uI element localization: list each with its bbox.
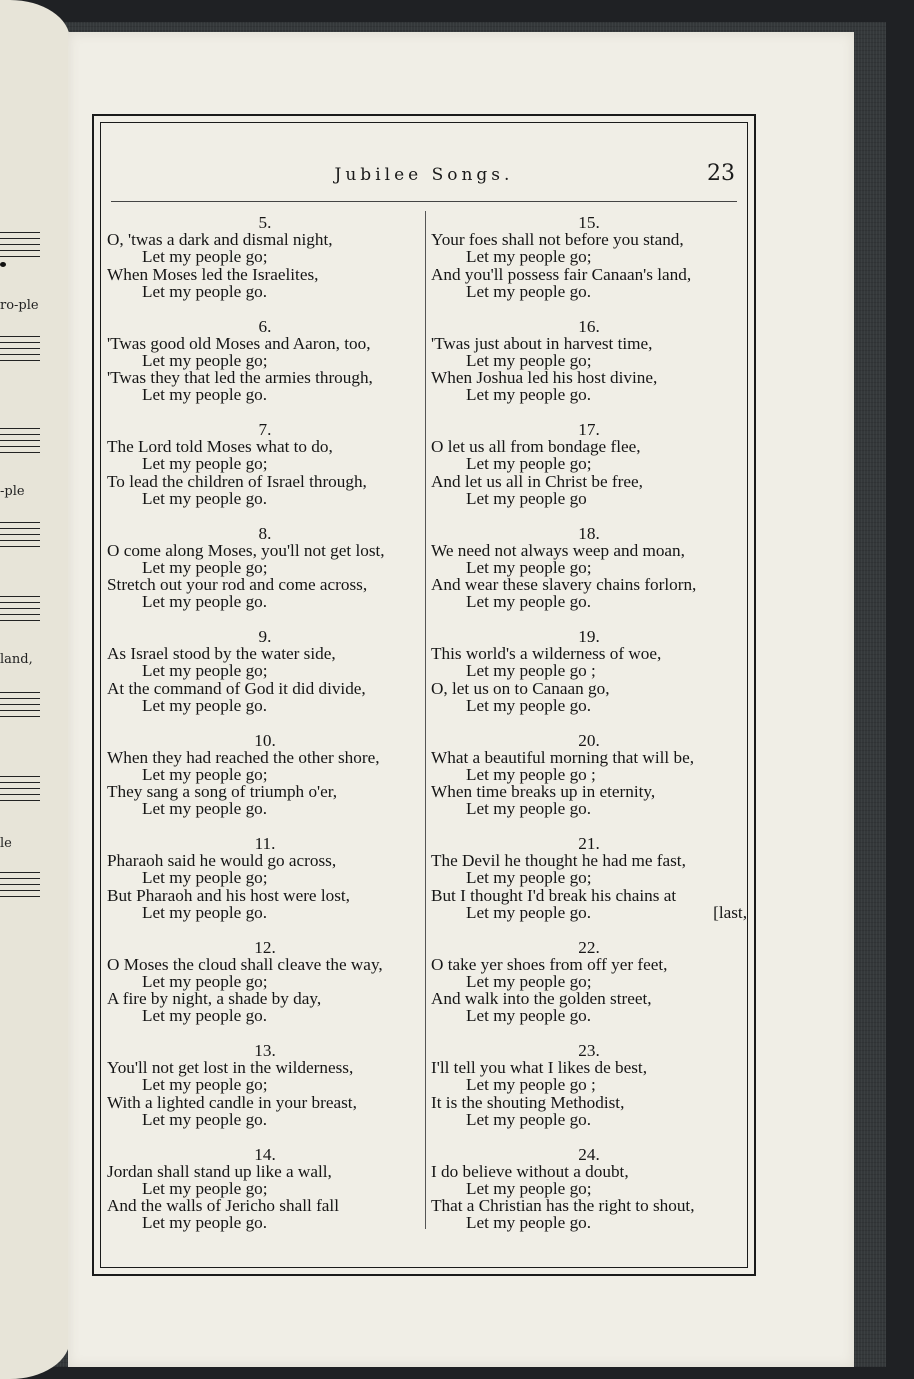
verse-line [107, 1094, 423, 1111]
line-text: We need not always weep and moan, [431, 540, 685, 560]
verse [431, 730, 747, 837]
refrain-line [431, 1007, 747, 1024]
line-text: Pharaoh said he would go across, [107, 851, 337, 870]
refrain-line [107, 800, 423, 817]
verse-number: 10. [254, 730, 276, 750]
verse-line [431, 438, 747, 455]
verse-number: 17. [578, 420, 600, 439]
refrain-line [431, 386, 747, 403]
line-text: Let my people go; [142, 1178, 268, 1198]
refrain-line [431, 559, 747, 576]
verse [431, 1043, 747, 1147]
line-text: Let my people go. [466, 902, 592, 922]
verse [107, 215, 423, 319]
line-text: What a beautiful morning that will be, [431, 747, 694, 767]
verse-line [431, 335, 747, 352]
left-column [107, 215, 423, 1250]
verse-line [431, 231, 747, 248]
verse-line [107, 231, 423, 248]
refrain-line [431, 697, 747, 714]
line-text: O come along Moses, you'll not get lost, [107, 540, 385, 560]
line-text: With a lighted candle in your breast, [107, 1092, 357, 1112]
line-text: Let my people go. [466, 1006, 592, 1026]
music-staff [0, 872, 40, 902]
verse-line [431, 576, 747, 593]
line-text: Let my people go. [466, 695, 592, 715]
refrain-line [107, 973, 423, 990]
line-text: 'Twas good old Moses and Aaron, too, [107, 333, 371, 353]
verse [107, 422, 423, 526]
line-text: Let my people go ; [466, 764, 596, 784]
line-text: Let my people go [466, 488, 587, 508]
refrain-line [431, 593, 747, 610]
line-text: To lead the children of Israel through, [107, 471, 367, 491]
verse-line [431, 887, 747, 904]
refrain-line [431, 904, 747, 921]
verse-line [431, 645, 747, 662]
verse-line [107, 369, 423, 386]
refrain-line [107, 593, 423, 610]
line-continuation: [last, [713, 902, 747, 922]
music-staff [0, 596, 40, 626]
verse-line [431, 680, 747, 697]
verse-number: 21. [578, 834, 600, 853]
line-text: Let my people go ; [466, 661, 596, 681]
verse-line [107, 749, 423, 766]
refrain-line [107, 1111, 423, 1128]
verse [431, 1144, 747, 1251]
lyric-fragment: -ple [0, 484, 25, 499]
refrain-line [431, 352, 747, 369]
verse-line [431, 990, 747, 1007]
refrain-line [107, 386, 423, 403]
line-text: Let my people go; [142, 971, 268, 991]
verse [107, 1144, 423, 1251]
line-text: Let my people go; [142, 764, 268, 784]
line-text: Let my people go; [142, 557, 268, 577]
line-text: Let my people go; [466, 868, 592, 888]
verse-line [431, 1197, 747, 1214]
refrain-line [107, 697, 423, 714]
verse-line [107, 956, 423, 973]
verse-line [431, 473, 747, 490]
page-number: 23 [707, 161, 735, 186]
music-staff [0, 776, 40, 806]
verse-number: 24. [578, 1144, 600, 1164]
music-staff [0, 692, 40, 722]
line-text: When time breaks up in eternity, [431, 782, 656, 802]
verse [107, 937, 423, 1044]
right-column [431, 215, 747, 1250]
refrain-line [107, 1180, 423, 1197]
verse-line [107, 1059, 423, 1076]
verse-line [107, 783, 423, 800]
line-text: When they had reached the other shore, [107, 747, 380, 767]
verse-number: 8. [258, 523, 272, 543]
line-text: Let my people go; [466, 557, 592, 577]
line-text: I do believe without a doubt, [431, 1161, 629, 1181]
refrain-line [431, 1180, 747, 1197]
line-text: O, let us on to Canaan go, [431, 678, 610, 698]
verse-line [107, 542, 423, 559]
verse [431, 523, 747, 630]
line-text: Let my people go; [142, 868, 268, 888]
line-text: O, 'twas a dark and dismal night, [107, 230, 333, 249]
line-text: Let my people go; [466, 350, 592, 370]
line-text: A fire by night, a shade by day, [107, 989, 322, 1009]
line-text: The Lord told Moses what to do, [107, 437, 333, 456]
line-text: Let my people go. [466, 592, 592, 612]
refrain-line [107, 766, 423, 783]
verse-line [107, 473, 423, 490]
music-note [0, 262, 6, 267]
line-text: Let my people go; [142, 661, 268, 681]
verse-number: 23. [578, 1041, 600, 1060]
line-text: The Devil he thought he had me fast, [431, 851, 686, 870]
verse-line [431, 1163, 747, 1180]
verse [431, 937, 747, 1044]
verse-line [107, 266, 423, 283]
line-text: When Joshua led his host divine, [431, 368, 658, 388]
line-text: I'll tell you what I likes de best, [431, 1058, 647, 1077]
verse-line [107, 576, 423, 593]
lyric-fragment: land, [0, 652, 33, 667]
verse [431, 836, 747, 940]
line-text: And let us all in Christ be free, [431, 471, 643, 491]
verse-line [107, 1163, 423, 1180]
verse-number: 5. [258, 213, 272, 232]
verse [107, 629, 423, 733]
line-text: And wear these slavery chains forlorn, [431, 575, 697, 595]
line-text: When Moses led the Israelites, [107, 264, 319, 284]
verse-line [431, 542, 747, 559]
verse-line [107, 990, 423, 1007]
line-text: Let my people go ; [466, 1075, 596, 1095]
verse-line [107, 1197, 423, 1214]
line-text: Let my people go; [142, 247, 268, 267]
verse-number: 13. [254, 1041, 276, 1060]
lyric-fragment: le [0, 836, 12, 851]
book-page [68, 32, 854, 1367]
refrain-line [107, 1214, 423, 1231]
lyric-fragment: ro-ple [0, 298, 39, 313]
verse-line [431, 852, 747, 869]
verse-number: 15. [578, 213, 600, 232]
line-text: Jordan shall stand up like a wall, [107, 1161, 332, 1181]
line-text: Let my people go. [466, 281, 592, 301]
refrain-line [107, 490, 423, 507]
line-text: And you'll possess fair Canaan's land, [431, 264, 692, 284]
line-text: It is the shouting Methodist, [431, 1092, 625, 1112]
line-text: Let my people go. [142, 592, 268, 612]
verse [431, 629, 747, 733]
line-text: O take yer shoes from off yer feet, [431, 954, 668, 974]
verse-number: 7. [258, 420, 272, 439]
line-text: Let my people go. [142, 281, 268, 301]
verse-line [107, 645, 423, 662]
line-text: And the walls of Jericho shall fall [107, 1196, 339, 1216]
line-text: Let my people go; [466, 1178, 592, 1198]
verse-number: 14. [254, 1144, 276, 1164]
line-text: Let my people go; [466, 247, 592, 267]
verse-number: 16. [578, 316, 600, 336]
verse-line [107, 887, 423, 904]
verse [107, 836, 423, 940]
line-text: Let my people go. [142, 695, 268, 715]
line-text: They sang a song of triumph o'er, [107, 782, 338, 802]
line-text: Let my people go; [466, 971, 592, 991]
line-text: Let my people go. [466, 385, 592, 405]
line-text: O Moses the cloud shall cleave the way, [107, 954, 383, 974]
line-text: Let my people go. [142, 1213, 268, 1233]
line-text: At the command of God it did divide, [107, 678, 366, 698]
refrain-line [107, 455, 423, 472]
verse [107, 1043, 423, 1147]
verse-line [107, 335, 423, 352]
refrain-line [431, 973, 747, 990]
verse-number: 9. [258, 627, 272, 646]
verse-number: 18. [578, 523, 600, 543]
refrain-line [431, 869, 747, 886]
music-staff [0, 522, 40, 552]
verse-number: 20. [578, 730, 600, 750]
verse-line [107, 852, 423, 869]
verse-number: 12. [254, 937, 276, 957]
facing-page [0, 0, 70, 1379]
line-text: 'Twas they that led the armies through, [107, 368, 373, 388]
verse [431, 316, 747, 423]
line-text: Let my people go. [142, 488, 268, 508]
line-text: Let my people go; [142, 1075, 268, 1095]
verse-line [107, 680, 423, 697]
verse-line [431, 369, 747, 386]
refrain-line [431, 662, 747, 679]
line-text: Let my people go. [142, 1006, 268, 1026]
verse-line [431, 749, 747, 766]
music-staff [0, 428, 40, 458]
refrain-line [431, 1076, 747, 1093]
music-staff [0, 232, 40, 262]
refrain-line [107, 559, 423, 576]
verse [107, 316, 423, 423]
verse [107, 730, 423, 837]
line-text: And walk into the golden street, [431, 989, 652, 1009]
line-text: As Israel stood by the water side, [107, 644, 336, 663]
refrain-line [431, 455, 747, 472]
music-staff [0, 336, 40, 366]
refrain-line [107, 1076, 423, 1093]
page-border [92, 114, 756, 1276]
line-text: O let us all from bondage flee, [431, 437, 641, 456]
verse-line [431, 266, 747, 283]
refrain-line [431, 800, 747, 817]
line-text: Let my people go; [142, 350, 268, 370]
refrain-line [107, 352, 423, 369]
refrain-line [431, 248, 747, 265]
line-text: Let my people go; [142, 454, 268, 474]
refrain-line [431, 1214, 747, 1231]
line-text: 'Twas just about in harvest time, [431, 333, 653, 353]
verse-number: 11. [254, 834, 276, 853]
verse [431, 422, 747, 526]
line-text: Your foes shall not before you stand, [431, 230, 684, 249]
page-inner-border [100, 122, 748, 1268]
refrain-line [431, 1111, 747, 1128]
line-text: This world's a wilderness of woe, [431, 644, 662, 663]
refrain-line [431, 490, 747, 507]
line-text: Let my people go; [466, 454, 592, 474]
header-rule [111, 201, 737, 202]
running-head: Jubilee Songs. [334, 165, 514, 185]
verse [431, 215, 747, 319]
verse-number: 6. [258, 316, 272, 336]
line-text: Let my people go. [142, 1109, 268, 1129]
refrain-line [107, 662, 423, 679]
refrain-line [107, 283, 423, 300]
refrain-line [107, 904, 423, 921]
verse-line [431, 1059, 747, 1076]
line-text: Let my people go. [142, 902, 268, 922]
verse-number: 22. [578, 937, 600, 957]
verse-line [431, 1094, 747, 1111]
line-text: But I thought I'd break his chains at [431, 885, 677, 905]
verse-number: 19. [578, 627, 600, 646]
line-text: Let my people go. [466, 799, 592, 819]
line-text: You'll not get lost in the wilderness, [107, 1058, 354, 1077]
line-text: Let my people go. [142, 385, 268, 405]
verse-line [431, 783, 747, 800]
refrain-line [431, 283, 747, 300]
line-text: Let my people go. [466, 1109, 592, 1129]
line-text: Stretch out your rod and come across, [107, 575, 368, 595]
refrain-line [107, 1007, 423, 1024]
refrain-line [107, 248, 423, 265]
line-text: But Pharaoh and his host were lost, [107, 885, 350, 905]
verse-line [431, 956, 747, 973]
verse-line [107, 438, 423, 455]
refrain-line [107, 869, 423, 886]
line-text: Let my people go. [466, 1213, 592, 1233]
refrain-line [431, 766, 747, 783]
line-text: That a Christian has the right to shout, [431, 1196, 695, 1216]
line-text: Let my people go. [142, 799, 268, 819]
verse [107, 523, 423, 630]
column-divider [425, 211, 426, 1229]
